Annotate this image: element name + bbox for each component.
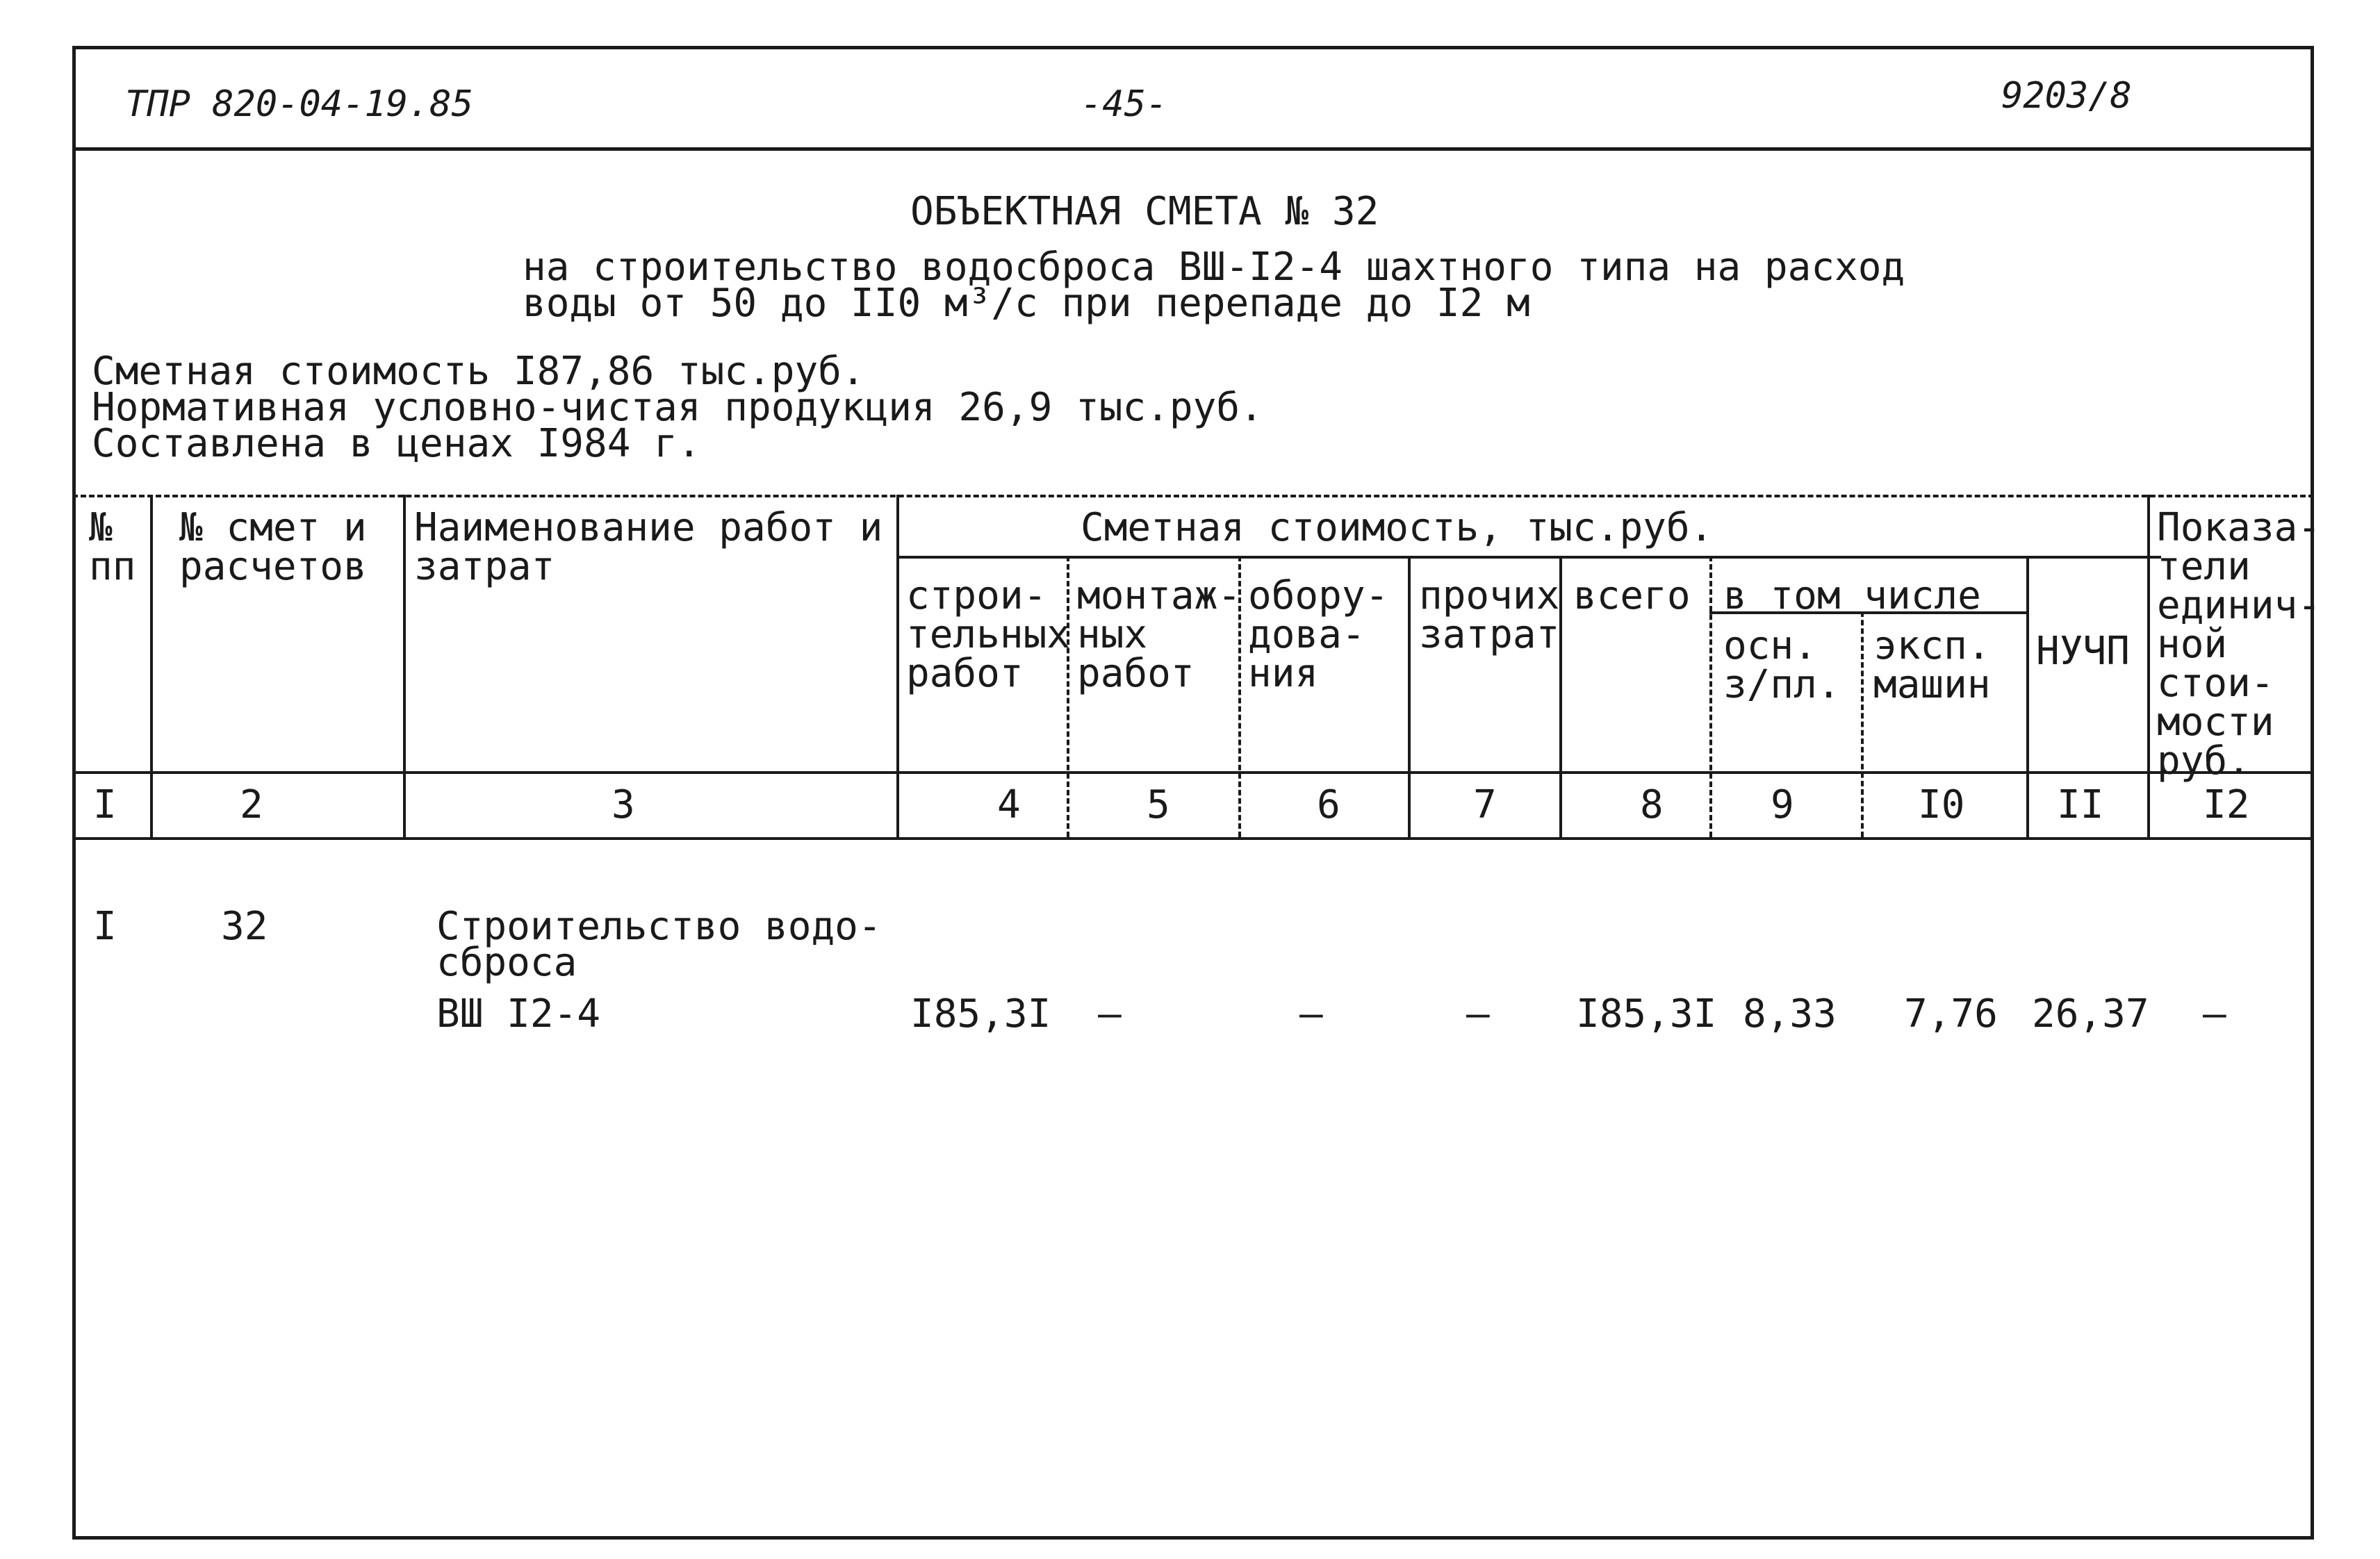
col-divider-4 xyxy=(1067,556,1069,837)
header-wages: осн. з/пл. xyxy=(1723,623,1841,707)
estimated-cost: Сметная стоимость I87,86 тыс.руб. xyxy=(92,349,865,394)
row-number: I xyxy=(93,904,117,949)
row-total: I85,3I xyxy=(1576,991,1717,1037)
col-divider-10 xyxy=(2026,556,2029,837)
table-top-line xyxy=(72,495,2314,497)
col-divider-11 xyxy=(2147,495,2150,837)
row-name-line-1: Строительство водо- xyxy=(436,904,882,949)
header-including: в том числе xyxy=(1723,573,1981,618)
header-nuchp: НУЧП xyxy=(2036,629,2130,674)
col-number-4: 4 xyxy=(997,782,1021,827)
price-basis: Составлена в ценах I984 г. xyxy=(92,421,701,466)
header-construction: строи- тельных работ xyxy=(906,573,1071,696)
col-divider-7 xyxy=(1559,556,1562,837)
col-number-11: II xyxy=(2057,782,2104,827)
row-wages: 8,33 xyxy=(1743,991,1837,1037)
row-unit-cost: – xyxy=(2203,991,2226,1037)
row-machines: 7,76 xyxy=(1904,991,1998,1037)
header-cost-group: Сметная стоимость, тыс.руб. xyxy=(1081,505,1714,550)
header-estimate-number: № смет и расчетов xyxy=(179,505,367,589)
col-number-5: 5 xyxy=(1147,782,1170,827)
header-row-number: № пп xyxy=(89,505,136,589)
row-name-line-2: сброса xyxy=(436,940,577,985)
row-other: – xyxy=(1466,991,1490,1037)
header-other: прочих затрат xyxy=(1419,573,1560,657)
col-number-1: I xyxy=(93,782,117,827)
col-number-2: 2 xyxy=(240,782,263,827)
inventory-number: 9203/8 xyxy=(2001,75,2132,117)
row-construction: I85,3I xyxy=(910,991,1051,1037)
col-divider-9 xyxy=(1861,611,1864,837)
header-unit-cost: Показа- тели единич- ной стои- мости руб. xyxy=(2157,505,2322,784)
header-work-name: Наименование работ и затрат xyxy=(414,505,883,589)
col-divider-6 xyxy=(1408,556,1411,837)
header-installation: монтаж- ных работ xyxy=(1077,573,1242,696)
col-number-6: 6 xyxy=(1317,782,1340,827)
col-divider-3 xyxy=(896,495,899,837)
col-divider-1 xyxy=(150,495,153,837)
col-number-3: 3 xyxy=(612,782,635,827)
numbers-bottom-line xyxy=(72,837,2314,840)
col-divider-8 xyxy=(1709,556,1712,837)
row-nuchp: 26,37 xyxy=(2032,991,2149,1037)
page-number: -45- xyxy=(1081,83,1168,125)
col-number-10: I0 xyxy=(1918,782,1965,827)
group-divider xyxy=(896,556,2161,559)
col-number-9: 9 xyxy=(1771,782,1794,827)
col-divider-2 xyxy=(403,495,406,837)
title-line-1: на строительство водосброса ВШ-I2-4 шахтного типа на расход xyxy=(523,245,1905,290)
header-bottom-line xyxy=(72,771,2314,774)
header-machines: эксп. машин xyxy=(1873,623,1991,707)
col-number-7: 7 xyxy=(1473,782,1497,827)
row-name-line-3: ВШ I2-4 xyxy=(436,991,601,1037)
header-total: всего xyxy=(1573,573,1691,618)
row-equipment: – xyxy=(1299,991,1323,1037)
row-installation: – xyxy=(1098,991,1122,1037)
header-equipment: обору- дова- ния xyxy=(1248,573,1389,696)
doc-code: ТПР 820-04-19.85 xyxy=(125,83,473,125)
header-divider xyxy=(72,147,2314,151)
col-number-8: 8 xyxy=(1640,782,1664,827)
row-estimate: 32 xyxy=(221,904,268,949)
document-title: ОБЪЕКТНАЯ СМЕТА № 32 xyxy=(910,189,1379,234)
title-line-2: воды от 50 до II0 м³/с при перепаде до I2 м xyxy=(523,281,1530,326)
normative-net-product: Нормативная условно-чистая продукция 26,9 тыс.руб. xyxy=(92,385,1263,430)
col-number-12: I2 xyxy=(2203,782,2250,827)
